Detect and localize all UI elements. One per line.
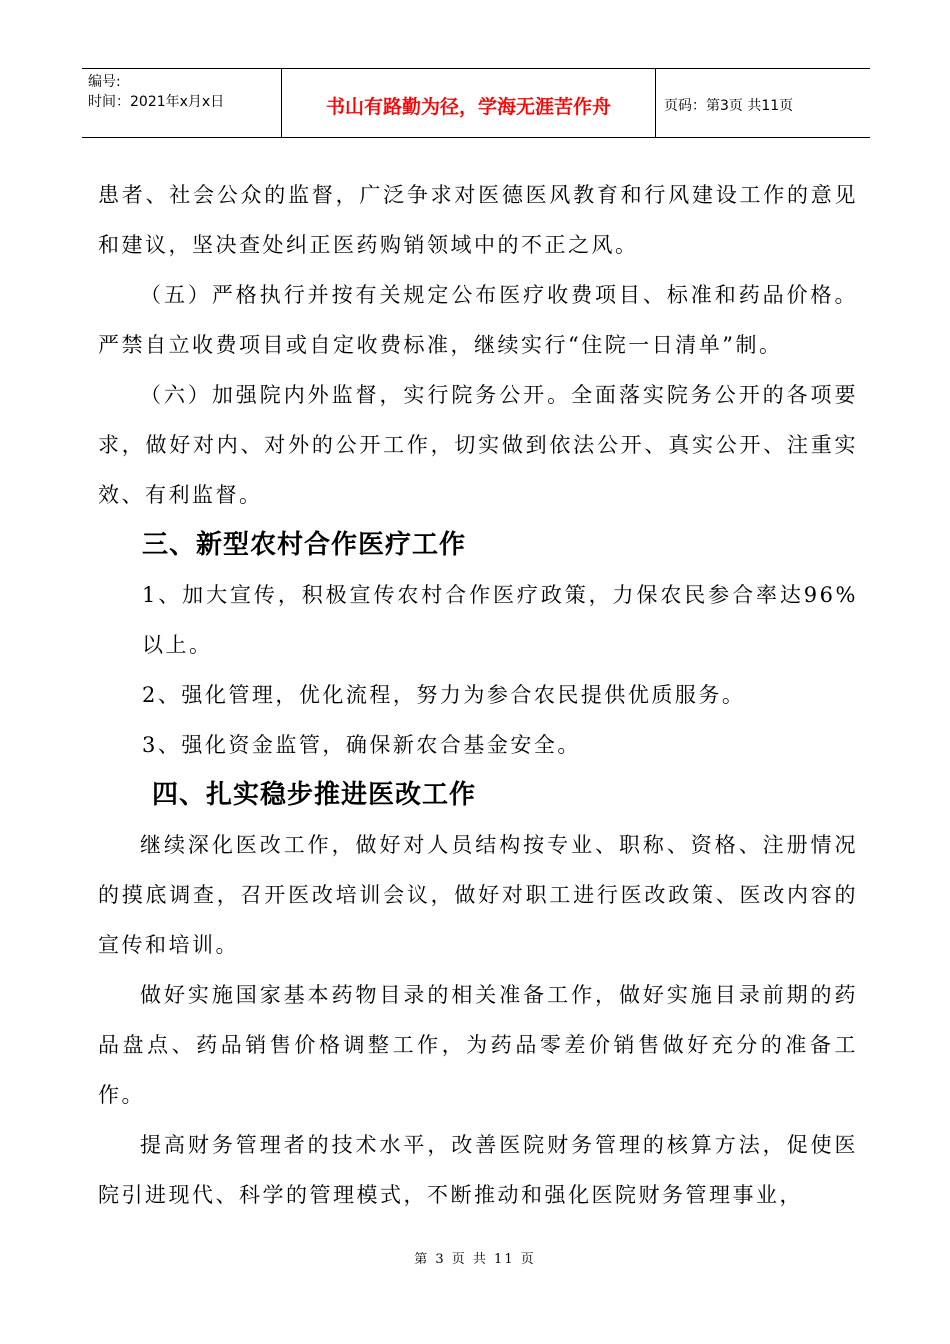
document-number: 编号: (88, 74, 121, 90)
paragraph-reform-2: 做好实施国家基本药物目录的相关准备工作，做好实施目录前期的药品盘点、药品销售价格调整工作，为药品零差价销售做好充分的准备工作。 (98, 983, 858, 1107)
page-header (82, 68, 870, 138)
paragraph-section-six: （六）加强院内外监督，实行院务公开。全面落实院务公开的各项要求，做好对内、对外的公开工作，切实做到依法公开、真实公开、注重实效、有利监督。 (98, 383, 858, 507)
list-item-3: 3、强化资金监管，确保新农合基金安全。 (142, 733, 581, 757)
header-meta (82, 69, 282, 137)
paragraph-reform-3: 提高财务管理者的技术水平，改善医院财务管理的核算方法，促使医院引进现代、科学的管理模式，不断推动和强化医院财务管理事业， (98, 1133, 858, 1207)
paragraph-supervision: 患者、社会公众的监督，广泛争求对医德医风教育和行风建设工作的意见和建议，坚决查处纠正医药购销领域中的不正之风。 (98, 183, 858, 257)
document-date: 时间：2021年x月x日 (88, 94, 225, 110)
heading-rural-cooperative: 三、新型农村合作医疗工作 (142, 530, 467, 560)
header-motto: 书山有路勤为径，学海无涯苦作舟 (282, 69, 656, 137)
paragraph-reform-1: 继续深化医改工作，做好对人员结构按专业、职称、资格、注册情况的摸底调查，召开医改培训会议，做好对职工进行医改政策、医改内容的宣传和培训。 (98, 833, 858, 957)
paragraph-section-five: （五）严格执行并按有关规定公布医疗收费项目、标准和药品价格。严禁自立收费项目或自定收费标准，继续实行“住院一日清单”制。 (98, 283, 858, 357)
document-body (98, 170, 858, 1220)
heading-medical-reform: 四、扎实稳步推进医改工作 (152, 780, 477, 810)
page-footer: 第 3 页 共 11 页 (414, 1252, 536, 1267)
header-page-number: 页码：第3页 共11页 (664, 98, 794, 114)
list-item-1: 1、加大宣传，积极宣传农村合作医疗政策，力保农民参合率达96%以上。 (142, 583, 858, 657)
list-item-2: 2、强化管理，优化流程，努力为参合农民提供优质服务。 (142, 683, 746, 707)
